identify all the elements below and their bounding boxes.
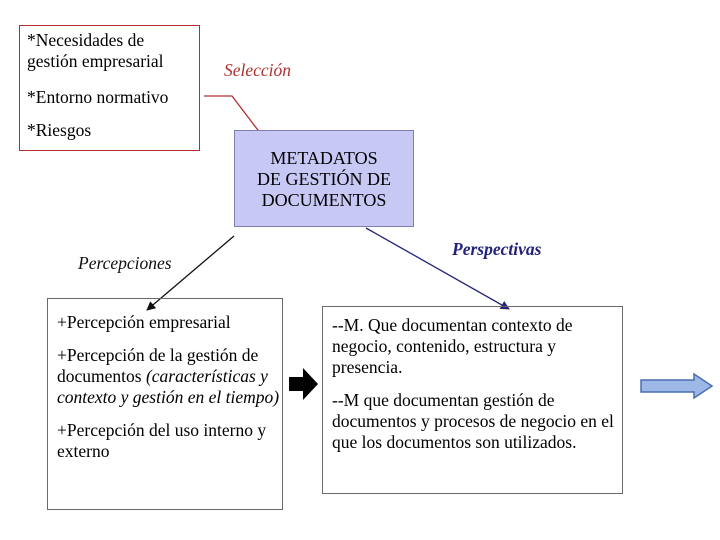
perspectivas-box [322,306,623,494]
factor-regulatory-environment: *Entorno normativo [27,87,169,107]
percepcion-uso: +Percepción del uso interno y externo [57,420,267,461]
perspectiva-gestion: --M que documentan gestión de documentos y procesos de negocio en el que los documentos son utilizados. [332,390,614,452]
percepciones-label: Percepciones [78,253,172,273]
metadata-box [234,130,414,227]
black-block-arrow-icon [289,368,318,400]
perspectiva-contexto: --M. Que documentan contexto de negocio, contenido, estructura y presencia. [332,315,573,377]
factor-business-needs: *Necesidades de gestión empresarial [27,30,164,71]
selection-label: Selección [224,60,292,80]
percepcion-empresarial: +Percepción empresarial [57,312,231,332]
metadata-line-1: METADATOS [270,148,378,168]
factors-box [19,25,200,151]
metadata-line-3: DOCUMENTOS [261,190,387,210]
perspectivas-label: Perspectivas [452,239,542,259]
percepcion-gestion-text: +Percepción de la gestión de documentos [57,345,259,386]
percepcion-gestion-documentos [57,345,282,408]
blue-outline-arrow-icon [641,374,712,398]
percepcion-gestion-detail: (características y contexto y gestión en el tiempo) [57,366,280,407]
percepciones-box [47,298,283,510]
factor-risks: *Riesgos [27,120,92,140]
metadata-line-2: DE GESTIÓN DE [257,169,391,189]
